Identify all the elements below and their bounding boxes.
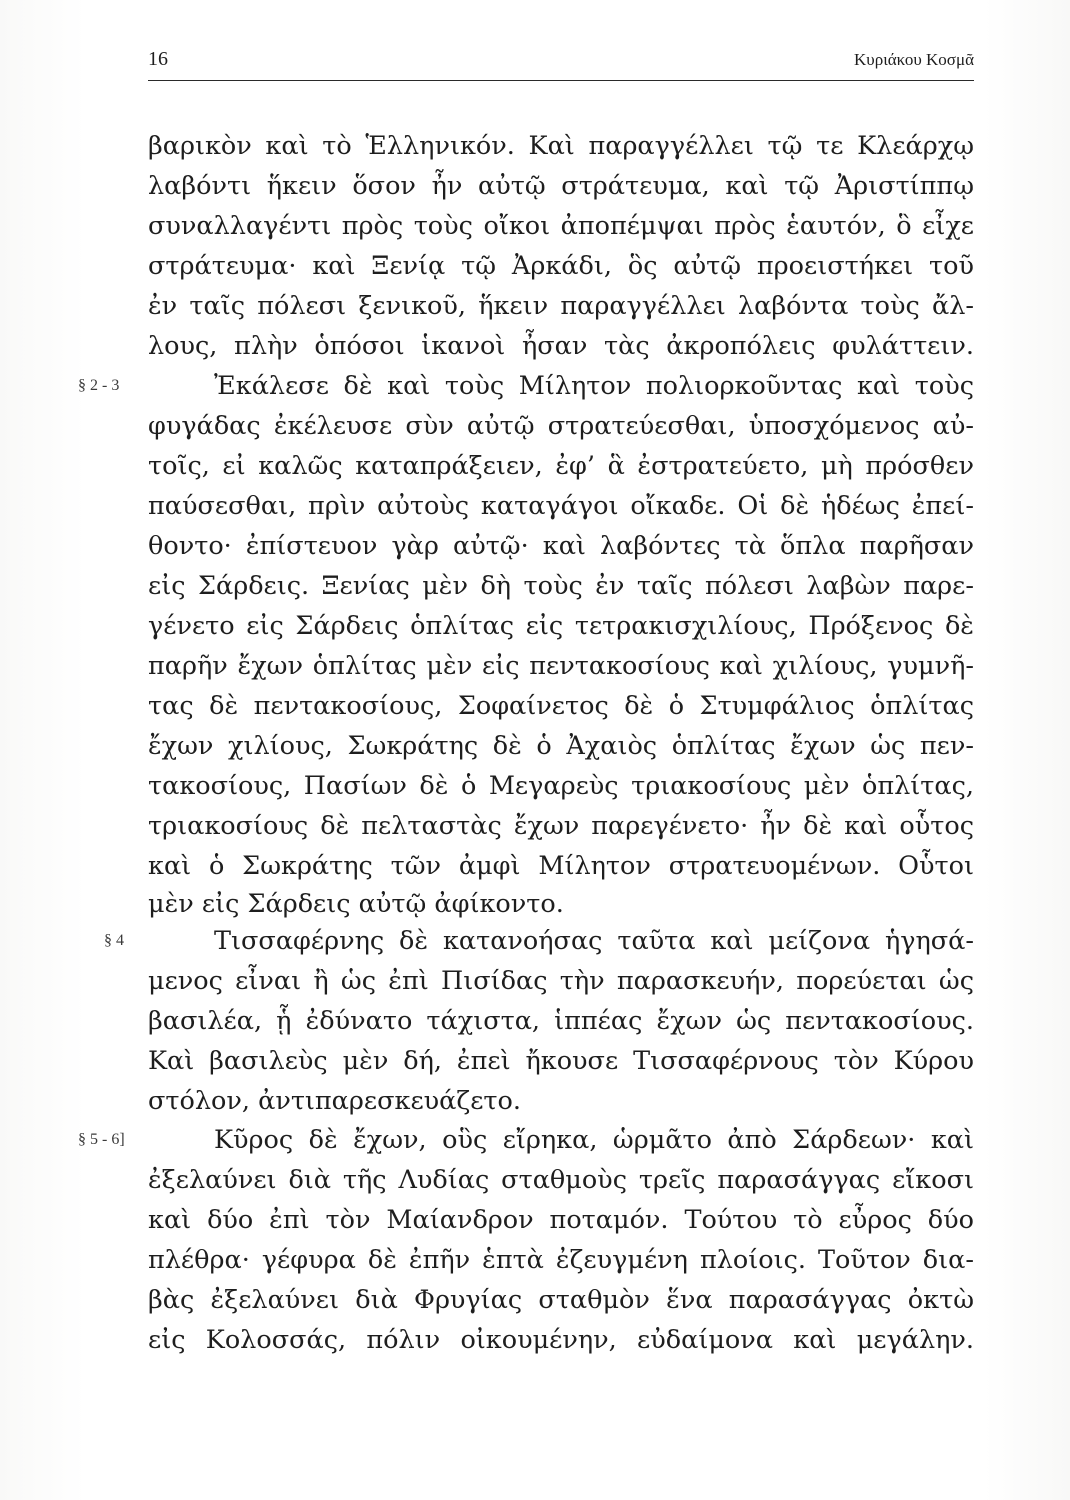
text-line: παρῆν ἔχων ὁπλίτας μὲν εἰς πεντακοσίους καὶ χιλίους, γυμνῆ- [148, 651, 974, 681]
text-line: τοῖς, εἰ καλῶς καταπράξειεν, ἐφ’ ἃ ἐστρατεύετο, μὴ πρόσθεν [148, 451, 974, 481]
text-line: θοντο· ἐπίστευον γὰρ αὐτῷ· καὶ λαβόντες τὰ ὅπλα παρῆσαν [148, 531, 974, 561]
text-line: στράτευμα· καὶ Ξενίᾳ τῷ Ἀρκάδι, ὃς αὐτῷ προειστήκει τοῦ [148, 251, 974, 281]
section-marker: § 5 - 6] [78, 1131, 125, 1148]
text-line: μὲν εἰς Σάρδεις αὐτῷ ἀφίκοντο. [148, 889, 564, 919]
section-marker: § 2 - 3 [78, 377, 120, 394]
text-line: Τισσαφέρνης δὲ κατανοήσας ταῦτα καὶ μείζονα ἡγησά- [214, 926, 974, 956]
section-marker: § 4 [104, 932, 124, 949]
page-header [148, 44, 974, 81]
text-line: λαβόντι ἥκειν ὅσον ἦν αὐτῷ στράτευμα, καὶ τῷ Ἀριστίππῳ [148, 171, 974, 201]
text-line: μενος εἶναι ἢ ὡς ἐπὶ Πισίδας τὴν παρασκευήν, πορεύεται ὡς [148, 966, 974, 996]
page-number: 16 [148, 48, 168, 70]
text-line: ἐξελαύνει διὰ τῆς Λυδίας σταθμοὺς τρεῖς παρασάγγας εἴκοσι [148, 1165, 974, 1195]
text-line: καὶ ὁ Σωκράτης τῶν ἀμφὶ Μίλητον στρατευομένων. Οὗτοι [148, 851, 974, 881]
text-line: τας δὲ πεντακοσίους, Σοφαίνετος δὲ ὁ Στυμφάλιος ὁπλίτας [148, 691, 974, 721]
text-line: ἔχων χιλίους, Σωκράτης δὲ ὁ Ἀχαιὸς ὁπλίτας ἔχων ὡς πεν- [148, 731, 974, 761]
text-line: βαρικὸν καὶ τὸ Ἑλληνικόν. Καὶ παραγγέλλει τῷ τε Κλεάρχῳ [148, 131, 974, 161]
text-line: Κῦρος δὲ ἔχων, οὓς εἴρηκα, ὡρμᾶτο ἀπὸ Σάρδεων· καὶ [214, 1125, 974, 1155]
text-line: στόλον, ἀντιπαρεσκευάζετο. [148, 1086, 521, 1116]
text-line: ἐν ταῖς πόλεσι ξενικοῦ, ἥκειν παραγγέλλει λαβόντα τοὺς ἄλ- [148, 291, 974, 321]
text-line: βὰς ἐξελαύνει διὰ Φρυγίας σταθμὸν ἕνα παρασάγγας ὀκτὼ [148, 1285, 974, 1315]
text-line: λους, πλὴν ὁπόσοι ἱκανοὶ ἦσαν τὰς ἀκροπόλεις φυλάττειν. [148, 331, 974, 361]
text-line: βασιλέα, ᾗ ἐδύνατο τάχιστα, ἱππέας ἔχων ὡς πεντακοσίους. [148, 1006, 974, 1036]
text-line: παύσεσθαι, πρὶν αὐτοὺς καταγάγοι οἴκαδε. Οἱ δὲ ἡδέως ἐπεί- [148, 491, 974, 521]
text-line: Ἐκάλεσε δὲ καὶ τοὺς Μίλητον πολιορκοῦντας καὶ τοὺς [214, 371, 974, 401]
text-line: πλέθρα· γέφυρα δὲ ἐπῆν ἑπτὰ ἐζευγμένη πλοίοις. Τοῦτον δια- [148, 1245, 974, 1275]
text-line: τακοσίους, Πασίων δὲ ὁ Μεγαρεὺς τριακοσίους μὲν ὁπλίτας, [148, 771, 974, 801]
text-line: Καὶ βασιλεὺς μὲν δή, ἐπεὶ ἤκουσε Τισσαφέρνους τὸν Κύρου [148, 1046, 974, 1076]
running-head: Κυριάκου Κοσμᾶ [854, 50, 974, 69]
text-line: εἰς Σάρδεις. Ξενίας μὲν δὴ τοὺς ἐν ταῖς πόλεσι λαβὼν παρε- [148, 571, 974, 601]
text-line: φυγάδας ἐκέλευσε σὺν αὐτῷ στρατεύεσθαι, ὑποσχόμενος αὐ- [148, 411, 974, 441]
text-line: εἰς Κολοσσάς, πόλιν οἰκουμένην, εὐδαίμονα καὶ μεγάλην. [148, 1325, 974, 1355]
text-line: συναλλαγέντι πρὸς τοὺς οἴκοι ἀποπέμψαι πρὸς ἑαυτόν, ὃ εἶχε [148, 211, 974, 241]
text-line: καὶ δύο ἐπὶ τὸν Μαίανδρον ποταμόν. Τούτου τὸ εὖρος δύο [148, 1205, 974, 1235]
text-line: γένετο εἰς Σάρδεις ὁπλίτας εἰς τετρακισχιλίους, Πρόξενος δὲ [148, 611, 974, 641]
text-line: τριακοσίους δὲ πελταστὰς ἔχων παρεγένετο· ἦν δὲ καὶ οὗτος [148, 811, 974, 841]
